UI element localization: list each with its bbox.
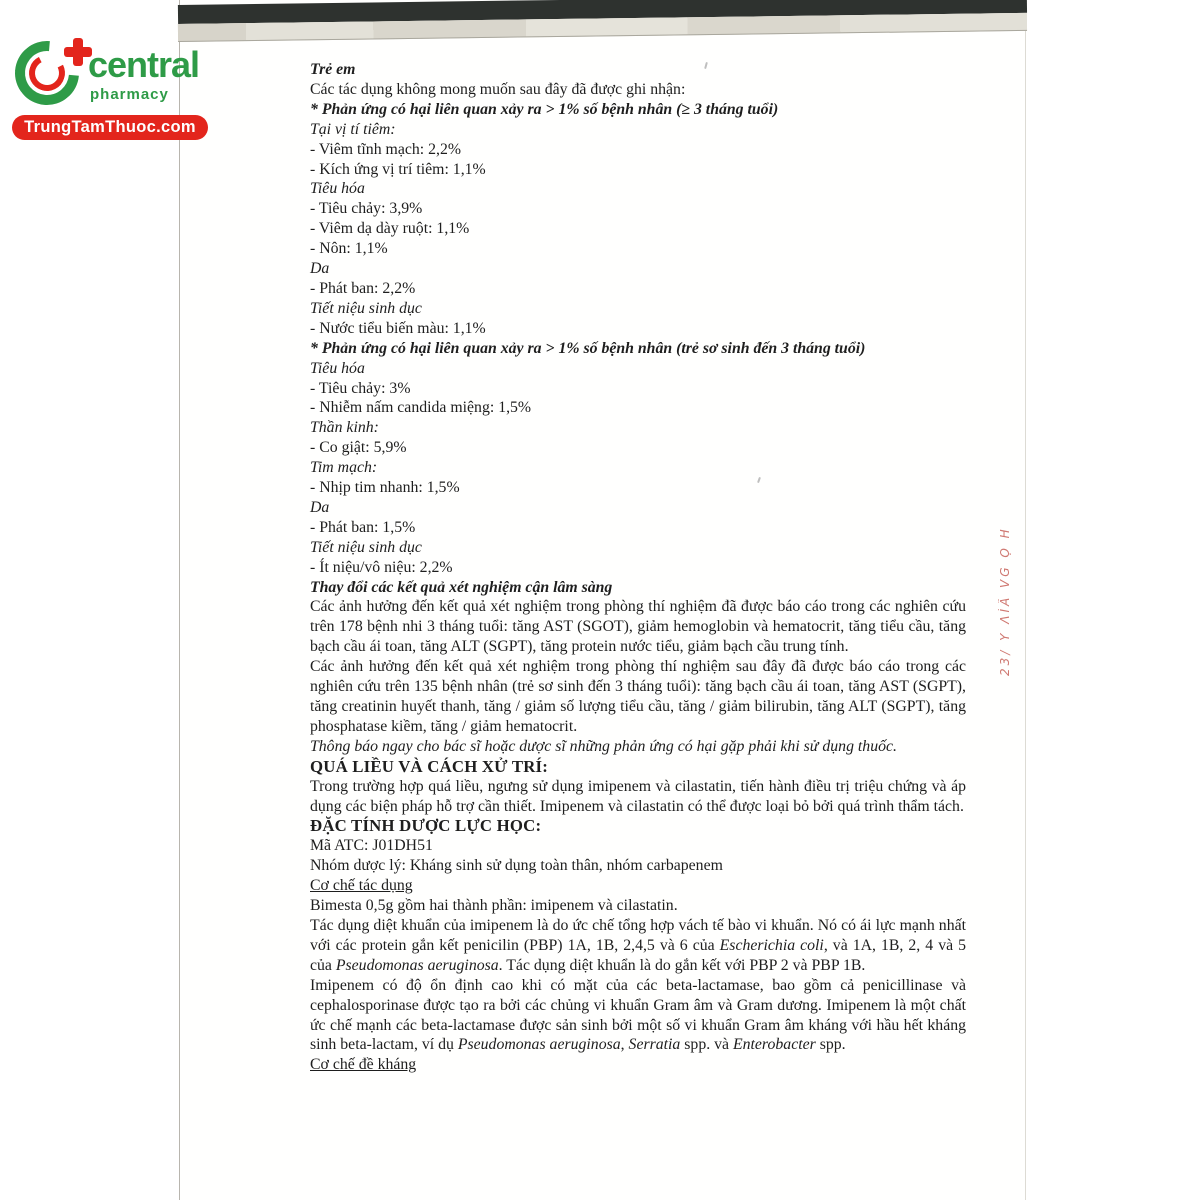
doc-line: * Phản ứng có hại liên quan xảy ra > 1% số bệnh nhân (trẻ sơ sinh đến 3 tháng tuổi) — [310, 339, 866, 357]
doc-line: - Ít niệu/vô niệu: 2,2% — [310, 558, 453, 576]
doc-line: Thần kinh: — [310, 419, 379, 437]
handwritten-margin-note: 23/ Y ΛÌÃ VG Ọ H — [998, 526, 1012, 676]
doc-text-run: Imipenem có độ ổn định cao khi có mặt của các beta-lactamase, bao gồm cả penicillinase và cephalosporinase được tạo ra bởi các chủng vi khuẩn Gram âm và Gram dương. Imipenem là một chất ức chế mạnh các beta-lactamase được sản sinh bởi một số vi khuẩn Gram âm kháng với hầu hết kháng sinh beta-lactam, ví dụ — [310, 976, 966, 1054]
doc-line: Cơ chế đề kháng — [310, 1056, 417, 1074]
doc-line: Các ảnh hưởng đến kết quả xét nghiệm trong phòng thí nghiệm đã được báo cáo trong các nghiên cứu trên 178 bệnh nhi 3 tháng tuổi: tăng AST (SGOT), giảm hemoglobin và hematocrit, tăng tiểu cầu, tăng bạch cầu ái toan, tăng ALT (SGPT), tăng protein nước tiểu, giảm bạch cầu trung tính. — [310, 598, 966, 656]
doc-line: ĐẶC TÍNH DƯỢC LỰC HỌC: — [310, 816, 542, 836]
doc-text-run: spp. — [815, 1036, 846, 1054]
doc-text-italic-run: Pseudomonas aeruginosa — [457, 1036, 621, 1054]
doc-line: Trẻ em — [310, 61, 356, 78]
doc-text-run: . Tác dụng diệt khuẩn là do gắn kết với PBP 2 và PBP 1B. — [498, 956, 866, 974]
scanned-document-page — [179, 0, 1026, 1200]
doc-line: Thông báo ngay cho bác sĩ hoặc dược sĩ những phản ứng có hại gặp phải khi sử dụng thuốc. — [310, 737, 897, 755]
doc-text-italic-run: Serratia — [628, 1036, 681, 1054]
central-pharmacy-logo-icon — [15, 38, 93, 108]
logo-website-pill: TrungTamThuoc.com — [12, 115, 208, 140]
doc-line: Các ảnh hưởng đến kết quả xét nghiệm trong phòng thí nghiệm sau đây đã được báo cáo trong các nghiên cứu trên 135 bệnh nhân (trẻ sơ sinh đến 3 tháng tuổi): tăng bạch cầu ái toan, tăng AST (SGPT), tăng creatinin huyết thanh, tăng / giảm số lượng tiểu cầu, tăng / giảm bilirubin, tăng ALT (SGPT), tăng phosphatase kiềm, tăng / giảm hematocrit. — [310, 658, 966, 735]
central-pharmacy-logo — [10, 36, 225, 142]
doc-line: Mã ATC: J01DH51 — [310, 837, 433, 855]
doc-text-italic-run: Pseudomonas aeruginosa — [335, 956, 499, 974]
doc-line: Tiêu hóa — [310, 180, 365, 198]
doc-line: - Tiêu chảy: 3% — [310, 379, 411, 397]
doc-line: Tại vị tí tiêm: — [310, 120, 396, 138]
doc-line: - Nước tiểu biến màu: 1,1% — [310, 319, 486, 337]
doc-line: Cơ chế tác dụng — [310, 877, 413, 895]
doc-line: * Phản ứng có hại liên quan xảy ra > 1% số bệnh nhân (≥ 3 tháng tuổi) — [310, 100, 779, 118]
doc-text-italic-run: Escherichia coli — [719, 936, 824, 954]
doc-text-run: , và 1A, 1B, 2, 4 và 5 của — [310, 936, 967, 974]
doc-line: Tiêu hóa — [310, 359, 365, 377]
logo-brand-text: central — [88, 44, 200, 85]
doc-line: Các tác dụng không mong muốn sau đây đã được ghi nhận: — [310, 80, 686, 98]
doc-line: - Phát ban: 2,2% — [310, 279, 416, 297]
doc-line: Tiết niệu sinh dục — [310, 299, 422, 317]
doc-line: - Nhịp tim nhanh: 1,5% — [310, 479, 460, 497]
doc-line: - Viêm dạ dày ruột: 1,1% — [310, 220, 470, 238]
doc-line: Da — [310, 498, 330, 516]
doc-line: Nhóm dược lý: Kháng sinh sử dụng toàn thân, nhóm carbapenem — [310, 857, 723, 875]
doc-text-run: Tác dụng diệt khuẩn của imipenem là do ức chế tổng hợp vách tế bào vi khuẩn. Nó có ái lực mạnh nhất với các protein gắn kết penicilin (PBP) 1A, 1B, 2,4,5 và 6 của — [310, 916, 966, 954]
doc-text-italic-run: Enterobacter — [732, 1036, 816, 1054]
doc-line: Trong trường hợp quá liều, ngưng sử dụng imipenem và cilastatin, tiến hành điều trị triệu chứng và áp dụng các biện pháp hỗ trợ cần thiết. Imipenem và cilastatin có thể được loại bỏ bởi quá trình thẩm tách. — [310, 777, 966, 815]
doc-line: - Nhiễm nấm candida miệng: 1,5% — [310, 399, 532, 417]
doc-line: - Co giật: 5,9% — [310, 439, 407, 457]
document-text-column — [310, 60, 966, 1075]
doc-line — [310, 976, 966, 1056]
doc-text-run: , — [620, 1036, 629, 1054]
doc-line: Tim mạch: — [310, 459, 378, 477]
doc-line: Thay đổi các kết quả xét nghiệm cận lâm sàng — [310, 578, 613, 596]
doc-line: - Nôn: 1,1% — [310, 240, 388, 258]
doc-line: Bimesta 0,5g gồm hai thành phần: imipenem và cilastatin. — [310, 897, 678, 915]
doc-line: - Kích ứng vị trí tiêm: 1,1% — [310, 160, 486, 178]
doc-line — [310, 916, 966, 976]
doc-line: Tiết niệu sinh dục — [310, 538, 422, 556]
logo-sub-text: pharmacy — [90, 86, 169, 103]
doc-line: - Phát ban: 1,5% — [310, 518, 416, 536]
doc-line: - Tiêu chảy: 3,9% — [310, 200, 423, 218]
doc-line: - Viêm tĩnh mạch: 2,2% — [310, 140, 461, 158]
doc-text-run: spp. và — [680, 1036, 733, 1054]
doc-line: Da — [310, 260, 330, 278]
doc-line: QUÁ LIỀU VÀ CÁCH XỬ TRÍ: — [310, 756, 549, 776]
